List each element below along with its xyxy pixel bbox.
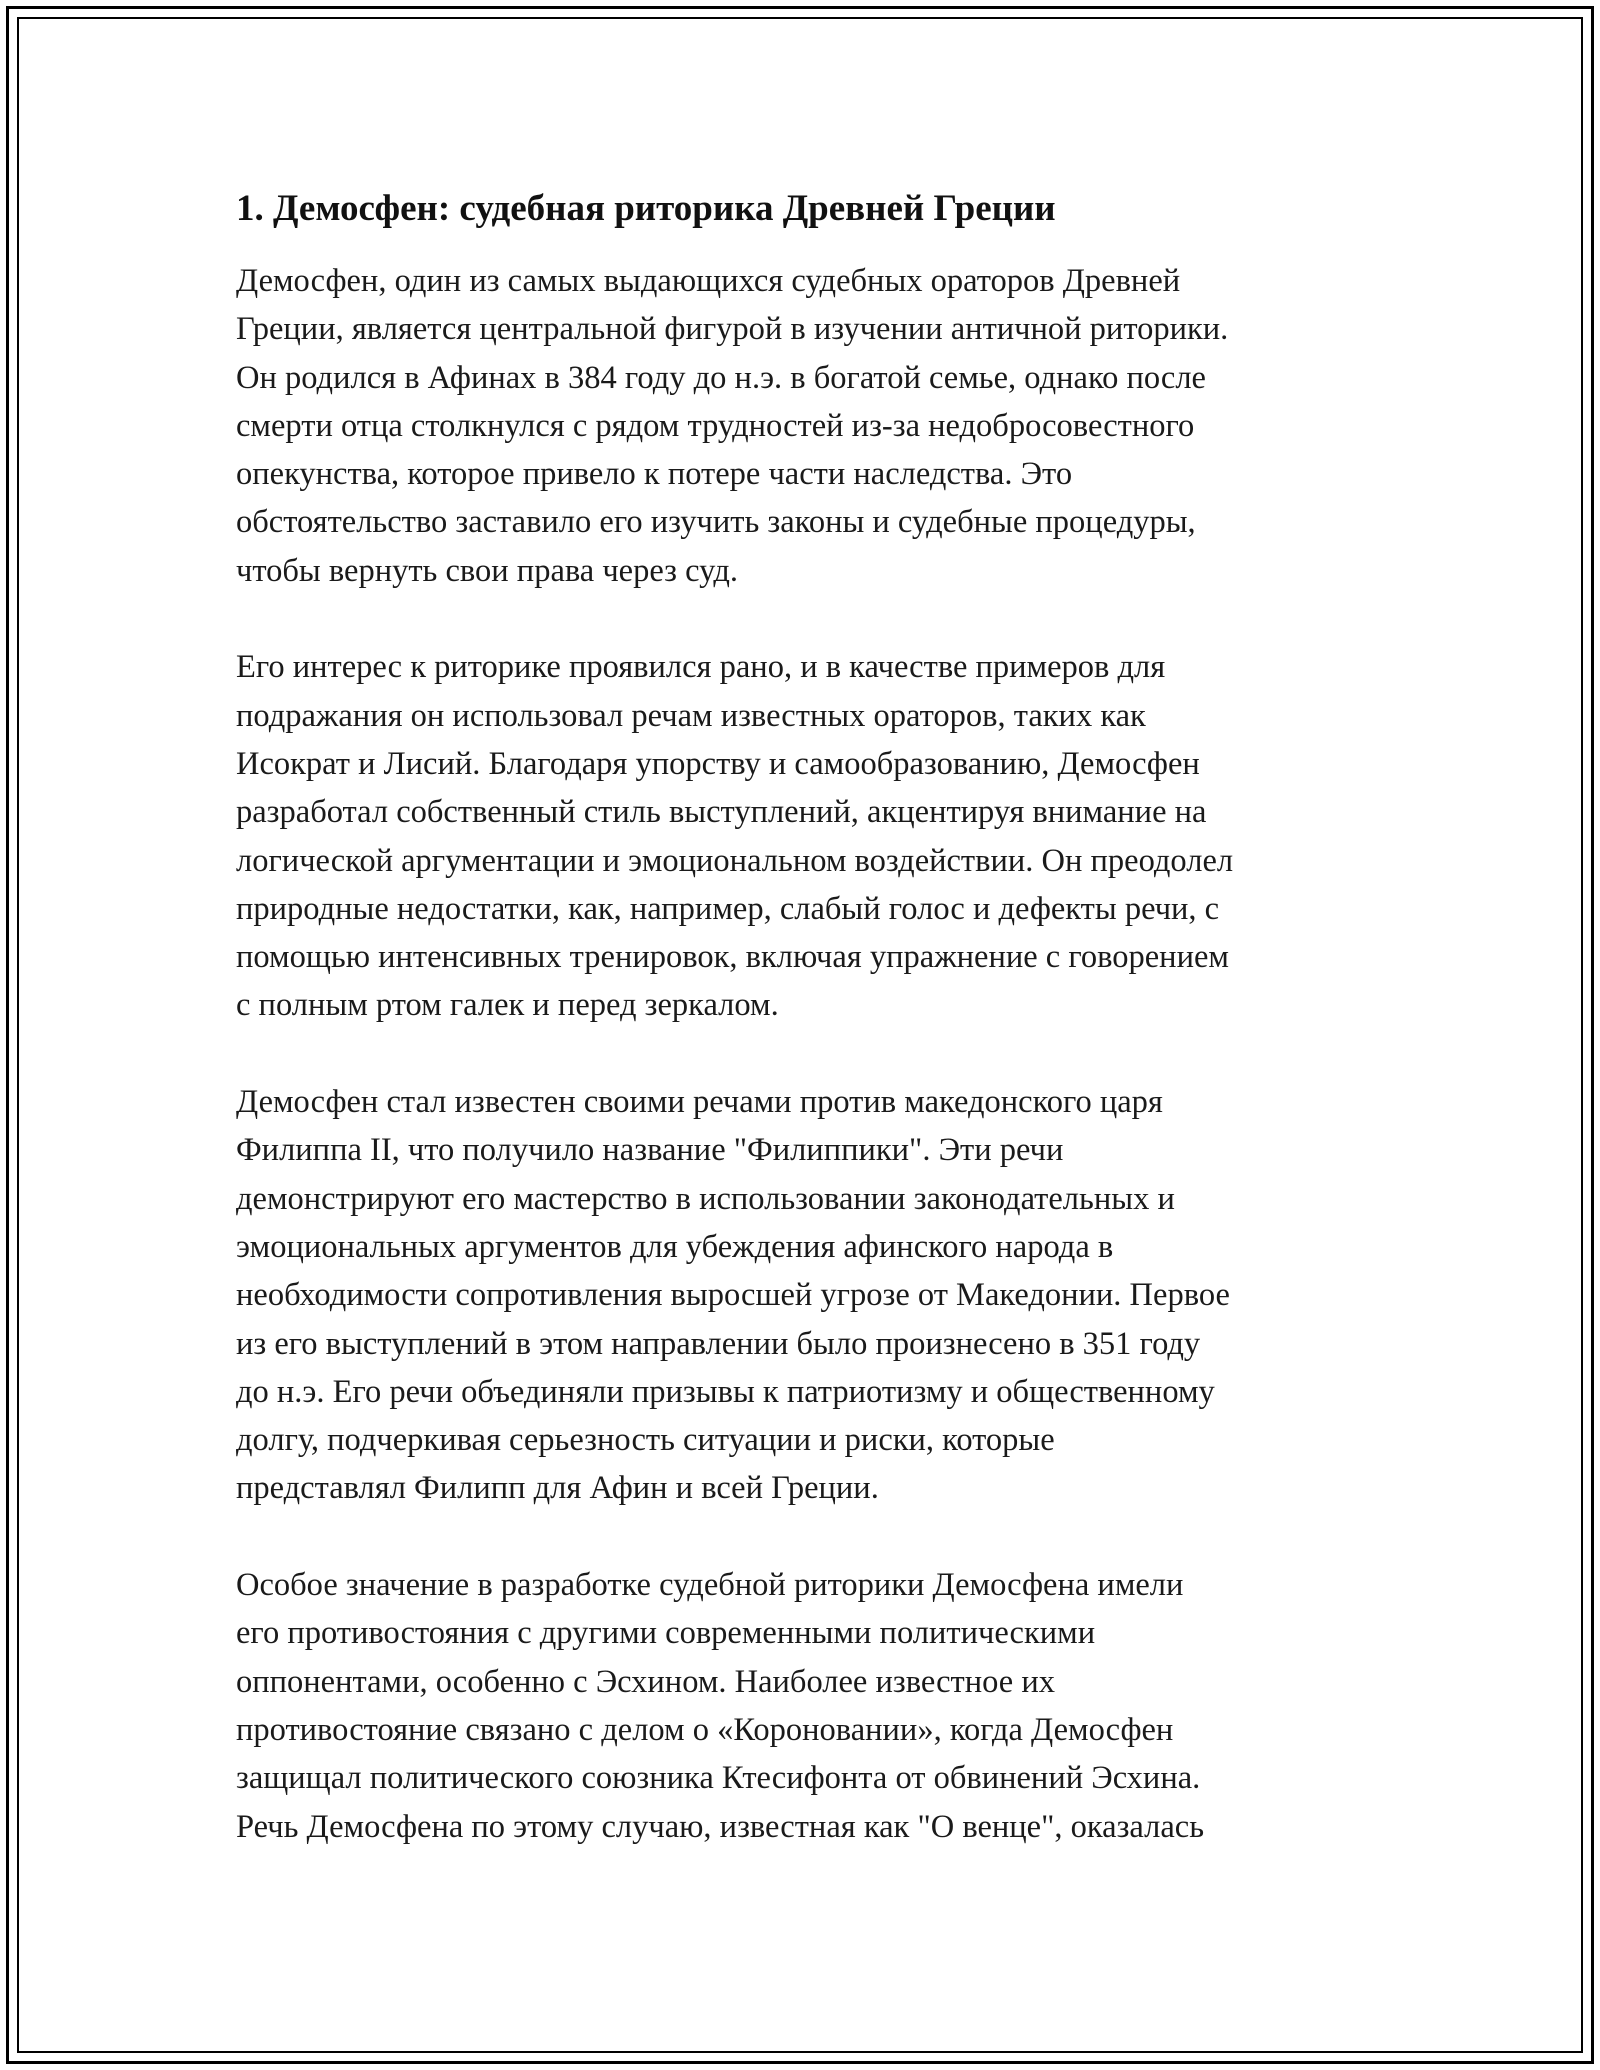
text-line: представлял Филипп для Афин и всей Греции. bbox=[236, 1470, 879, 1507]
text-line: Греции, является центральной фигурой в изучении античной риторики. bbox=[236, 311, 1229, 348]
text-line: логической аргументации и эмоциональном воздействии. Он преодолел bbox=[236, 842, 1234, 879]
text-line: опекунства, которое привело к потере части наследства. Это bbox=[236, 456, 1073, 493]
text-line: эмоциональных аргументов для убеждения афинского народа в bbox=[236, 1228, 1114, 1265]
text-line: Он родился в Афинах в 384 году до н.э. в богатой семье, однако после bbox=[236, 359, 1206, 396]
text-line: разработал собственный стиль выступлений, акцентируя внимание на bbox=[236, 794, 1207, 831]
section-heading: 1. Демосфен: судебная риторика Древней Греции bbox=[236, 188, 1056, 229]
text-line: долгу, подчеркивая серьезность ситуации и риски, которые bbox=[236, 1422, 1055, 1459]
text-line: до н.э. Его речи объединяли призывы к патриотизму и общественному bbox=[236, 1373, 1215, 1410]
text-line: чтобы вернуть свои права через суд. bbox=[236, 552, 739, 589]
text-line: с полным ртом галек и перед зеркалом. bbox=[236, 987, 779, 1024]
paragraph-3 bbox=[236, 1078, 1386, 1513]
text-line: Речь Демосфена по этому случаю, известная как "О венце", оказалась bbox=[236, 1808, 1205, 1845]
text-line: помощью интенсивных тренировок, включая упражнение с говорением bbox=[236, 939, 1229, 976]
text-line: обстоятельство заставило его изучить законы и судебные процедуры, bbox=[236, 504, 1196, 541]
document-body bbox=[236, 185, 1386, 1899]
text-line: его противостояния с другими современными политическими bbox=[236, 1615, 1096, 1652]
paragraph-1 bbox=[236, 257, 1386, 595]
text-line: Демосфен, один из самых выдающихся судебных ораторов Древней bbox=[236, 263, 1181, 299]
text-line: демонстрируют его мастерство в использовании законодательных и bbox=[236, 1180, 1175, 1217]
text-line: Особое значение в разработке судебной риторики Демосфена имели bbox=[236, 1567, 1184, 1604]
text-line: противостояние связано с делом о «Короновании», когда Демосфен bbox=[236, 1711, 1174, 1748]
paragraph-4 bbox=[236, 1561, 1386, 1851]
text-line: защищал политического союзника Ктесифонта от обвинений Эсхина. bbox=[236, 1760, 1201, 1797]
text-line: Его интерес к риторике проявился рано, и в качестве примеров для bbox=[236, 649, 1166, 686]
text-line: оппонентами, особенно с Эсхином. Наиболее известное их bbox=[236, 1663, 1055, 1700]
text-line: Исократ и Лисий. Благодаря упорству и самообразованию, Демосфен bbox=[236, 745, 1200, 782]
text-line: природные недостатки, как, например, слабый голос и дефекты речи, с bbox=[236, 890, 1220, 927]
text-line: смерти отца столкнулся с рядом трудностей из-за недобросовестного bbox=[236, 407, 1195, 444]
text-line: Демосфен стал известен своими речами против македонского царя bbox=[236, 1084, 1163, 1121]
text-line: Филиппа II, что получило название "Филиппики". Эти речи bbox=[236, 1132, 1064, 1169]
text-line: из его выступлений в этом направлении было произнесено в 351 году bbox=[236, 1325, 1201, 1362]
text-line: подражания он использовал речам известных ораторов, таких как bbox=[236, 697, 1146, 734]
text-line: необходимости сопротивления выросшей угрозе от Македонии. Первое bbox=[236, 1277, 1230, 1314]
paragraph-2 bbox=[236, 643, 1386, 1029]
